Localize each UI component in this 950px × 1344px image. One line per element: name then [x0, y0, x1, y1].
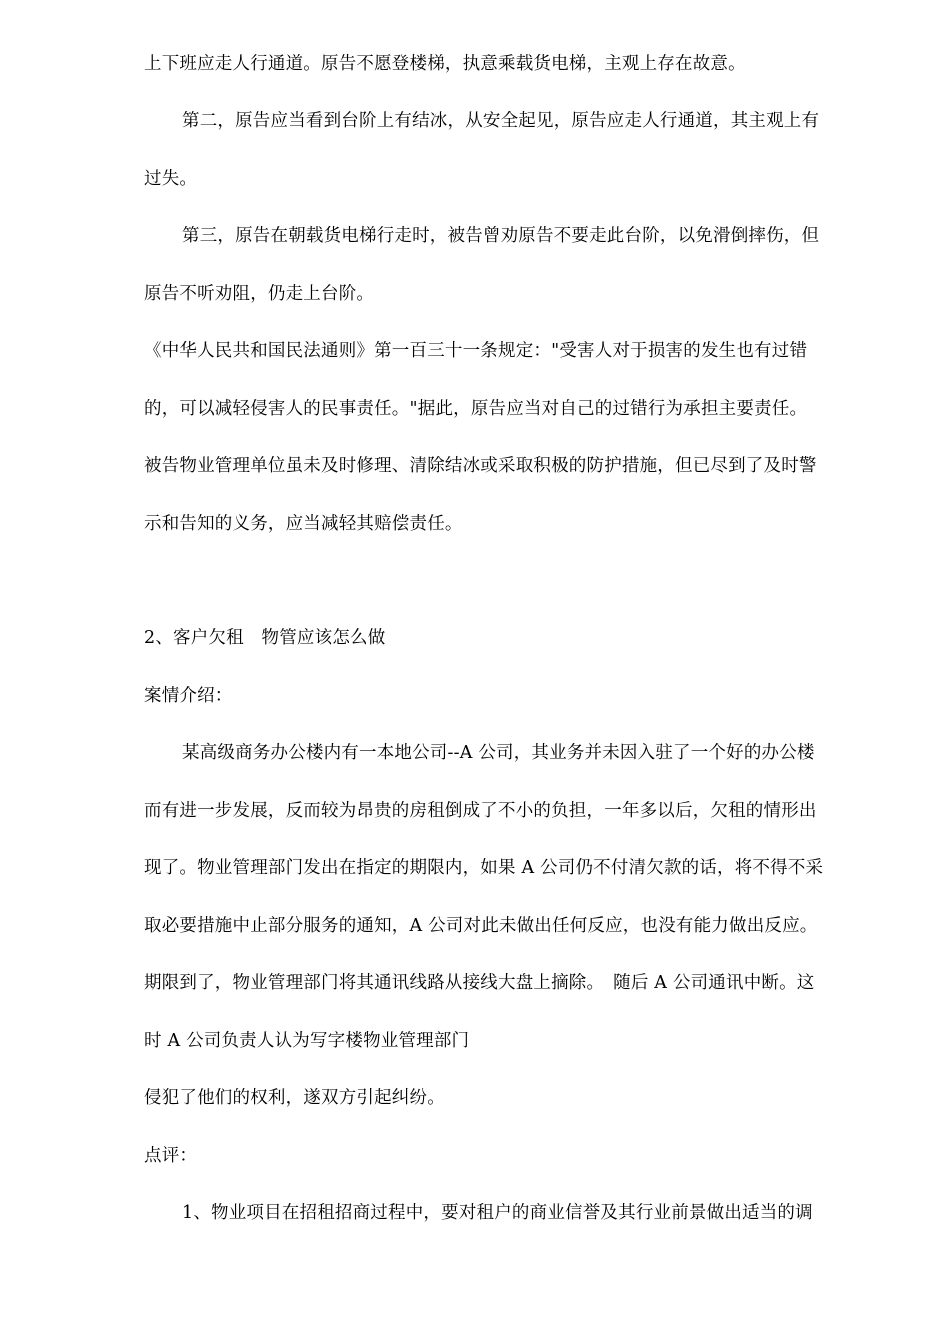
paragraph-line: 第二，原告应当看到台阶上有结冰，从安全起见，原告应走人行通道，其主观上有 [182, 111, 820, 131]
paragraph-line: 原告不听劝阻，仍走上台阶。 [144, 284, 375, 304]
subheading-case-intro: 案情介绍： [144, 686, 233, 706]
paragraph-line: 时 A 公司负责人认为写字楼物业管理部门 [144, 1031, 470, 1051]
paragraph-line: 被告物业管理单位虽未及时修理、清除结冰或采取积极的防护措施，但已尽到了及时警 [144, 456, 817, 476]
paragraph-line: 上下班应走人行通道。原告不愿登楼梯，执意乘载货电梯，主观上存在故意。 [144, 54, 746, 74]
subheading-comment: 点评： [144, 1146, 198, 1166]
paragraph-line: 《中华人民共和国民法通则》第一百三十一条规定："受害人对于损害的发生也有过错 [144, 341, 808, 361]
section-heading: 2、客户欠租 物管应该怎么做 [144, 628, 386, 648]
paragraph-line: 某高级商务办公楼内有一本地公司--A 公司，其业务并未因入驻了一个好的办公楼 [182, 743, 815, 763]
paragraph-line: 侵犯了他们的权利，遂双方引起纠纷。 [144, 1088, 445, 1108]
paragraph-line: 过失。 [144, 169, 198, 189]
paragraph-line: 取必要措施中止部分服务的通知，A 公司对此未做出任何反应，也没有能力做出反应。 [144, 916, 818, 936]
paragraph-line: 示和告知的义务，应当减轻其赔偿责任。 [144, 514, 463, 534]
paragraph-line: 而有进一步发展，反而较为昂贵的房租倒成了不小的负担，一年多以后，欠租的情形出 [144, 801, 817, 821]
paragraph-line: 期限到了，物业管理部门将其通讯线路从接线大盘上摘除。 随后 A 公司通讯中断。这 [144, 973, 815, 993]
paragraph-line: 第三，原告在朝载货电梯行走时，被告曾劝原告不要走此台阶，以免滑倒摔伤，但 [182, 226, 820, 246]
paragraph-line: 1、物业项目在招租招商过程中，要对租户的商业信誉及其行业前景做出适当的调 [182, 1203, 813, 1223]
paragraph-line: 现了。物业管理部门发出在指定的期限内，如果 A 公司仍不付清欠款的话，将不得不采 [144, 858, 824, 878]
paragraph-line: 的，可以减轻侵害人的民事责任。"据此，原告应当对自己的过错行为承担主要责任。 [144, 399, 808, 419]
